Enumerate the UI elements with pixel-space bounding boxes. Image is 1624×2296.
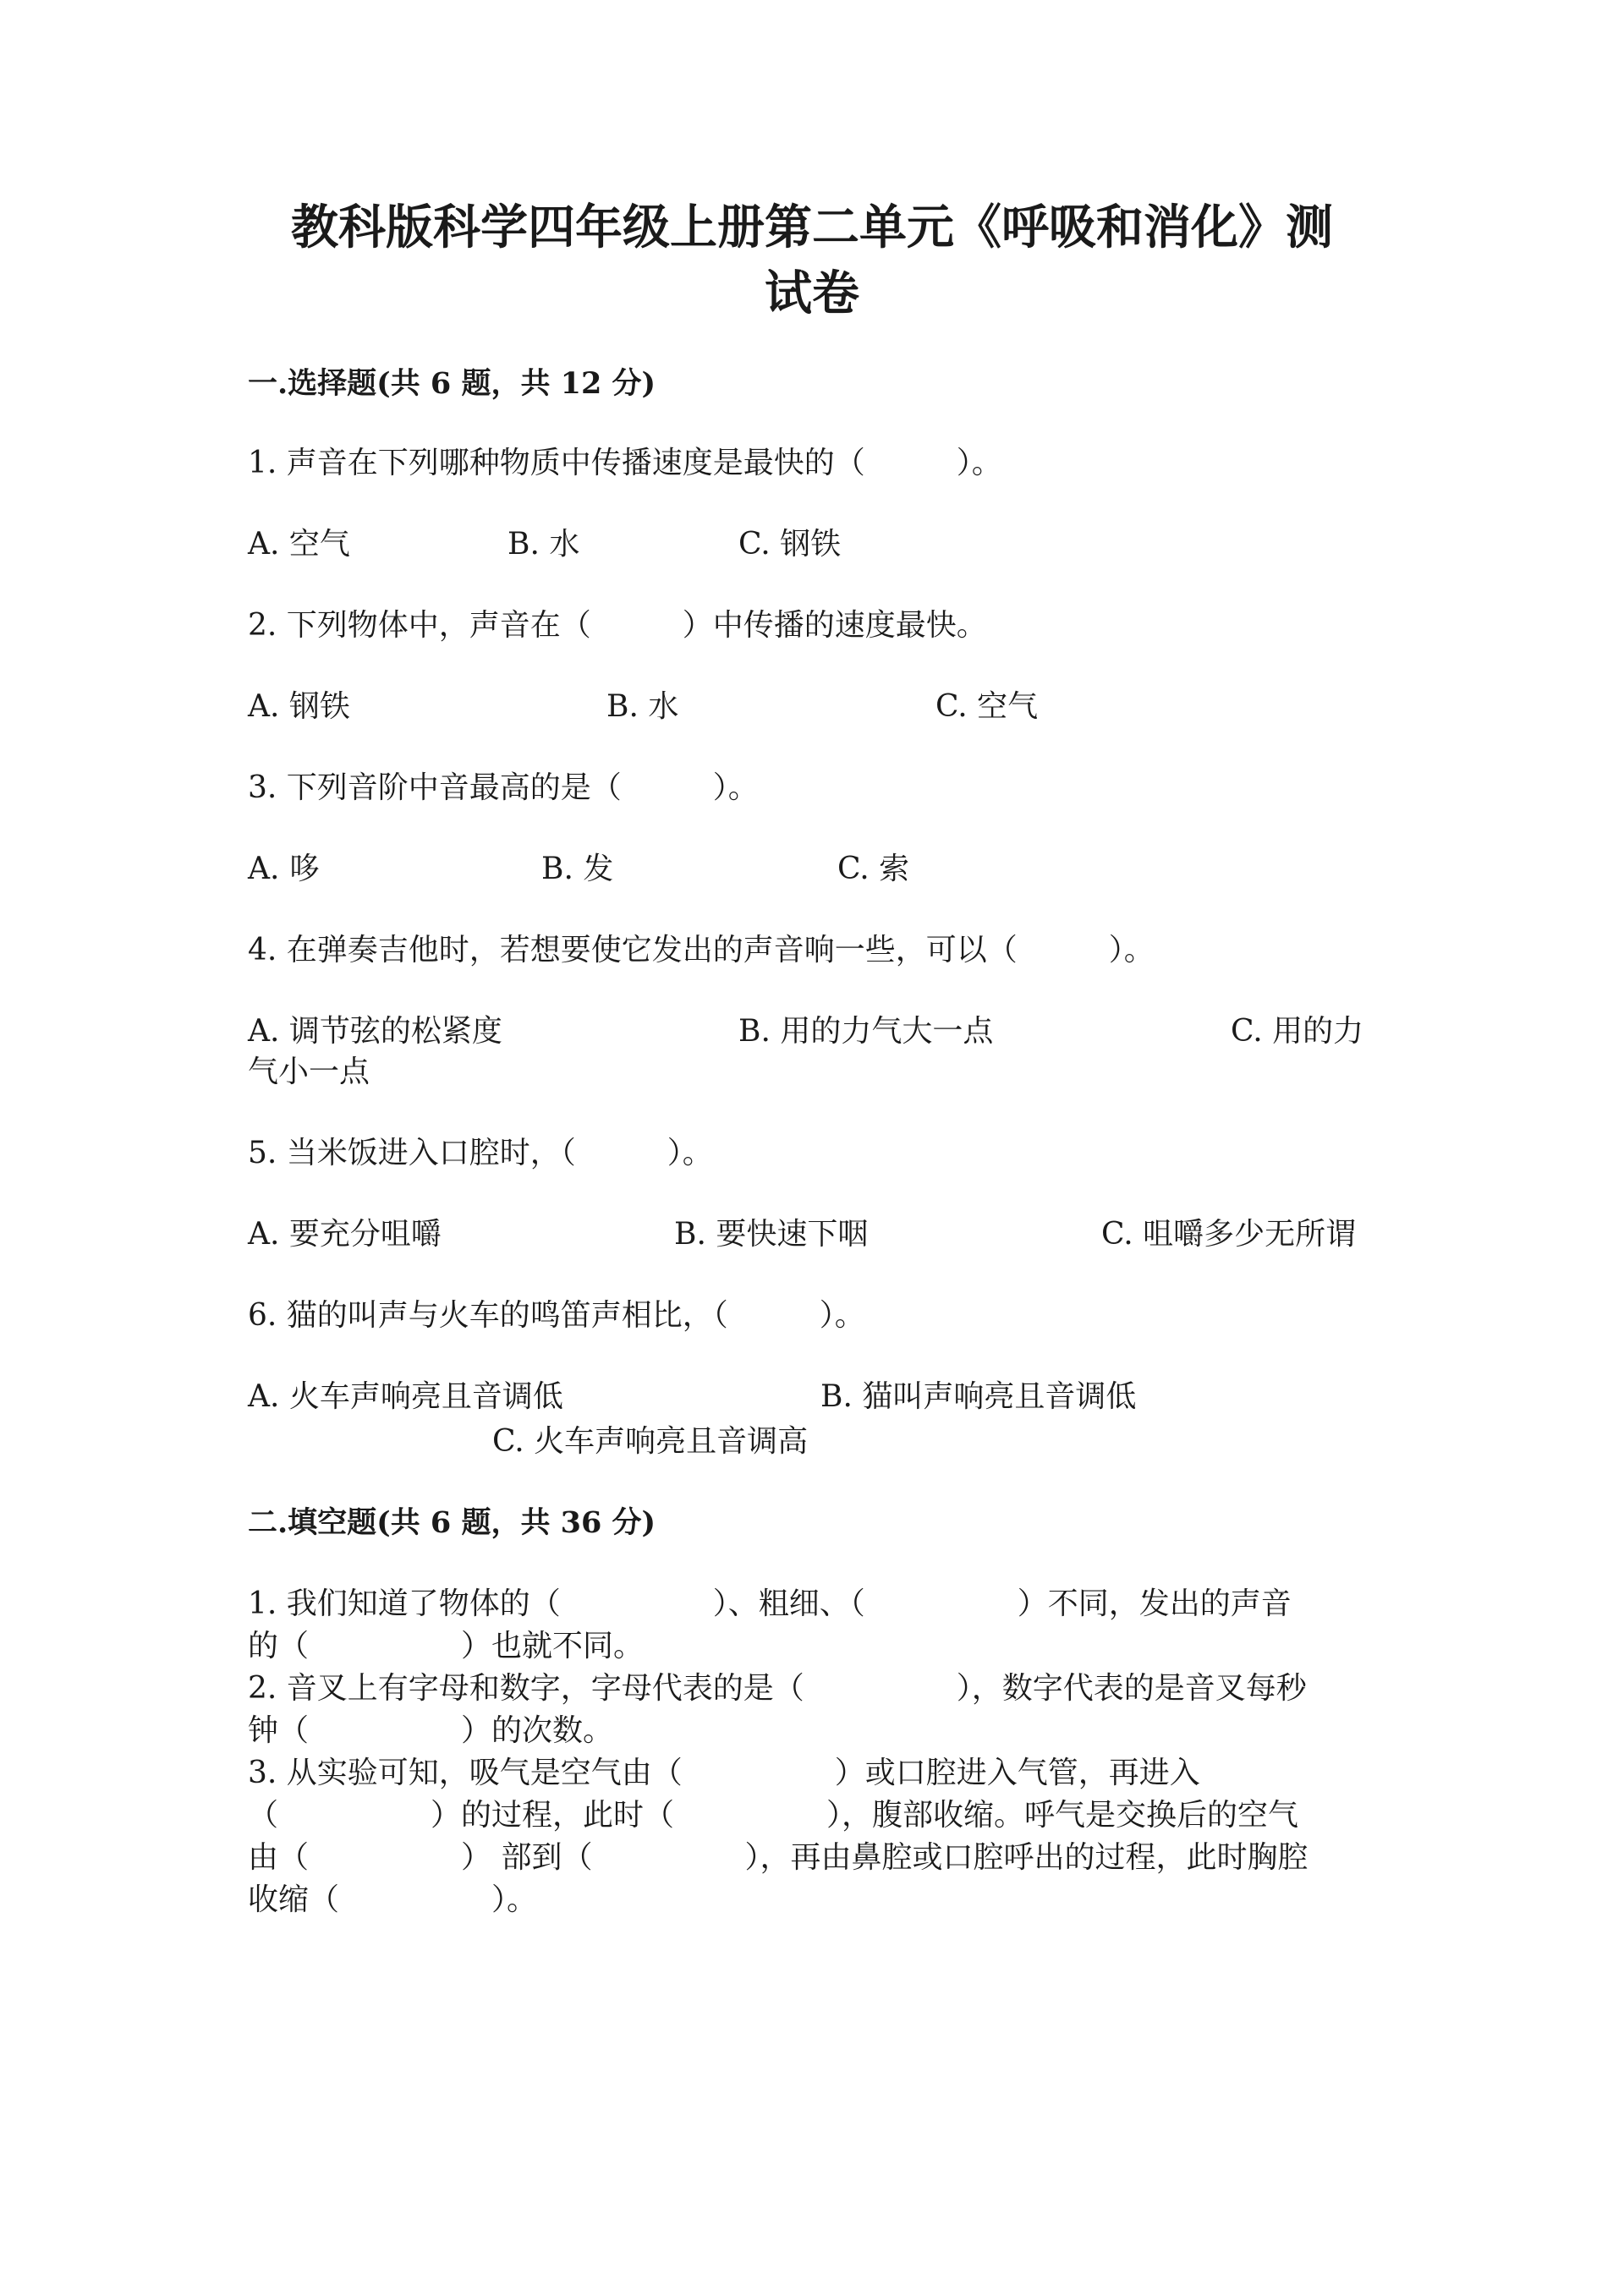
question-4-option-c-continued: 气小一点	[248, 1055, 370, 1089]
fill-line-7: 由（ ） 部到（ ），再由鼻腔或口腔呼出的过程，此时胸腔	[248, 1840, 1309, 1875]
question-1-option-b: B. 水	[508, 527, 580, 562]
question-5: 5. 当米饭进入口腔时，（ ）。	[248, 1136, 713, 1170]
fill-line-2: 的（ ）也就不同。	[248, 1629, 645, 1663]
question-6-option-c: C. 火车声响亮且音调高	[492, 1424, 809, 1459]
fill-line-6: （ ）的过程，此时（ ），腹部收缩。呼气是交换后的空气	[248, 1798, 1299, 1833]
question-3: 3. 下列音阶中音最高的是（ ）。	[248, 770, 759, 805]
page-title: 教科版科学四年级上册第二单元《呼吸和消化》测	[291, 200, 1333, 255]
question-2-option-b: B. 水	[606, 689, 679, 724]
question-6: 6. 猫的叫声与火车的鸣笛声相比，（ ）。	[248, 1298, 865, 1333]
question-6-option-b: B. 猫叫声响亮且音调低	[820, 1379, 1137, 1414]
question-5-option-c: C. 咀嚼多少无所谓	[1101, 1217, 1357, 1252]
fill-line-4: 钟（ ）的次数。	[248, 1713, 614, 1748]
question-2-option-a: A. 钢铁	[248, 689, 350, 724]
question-1-option-c: C. 钢铁	[738, 527, 842, 562]
question-5-option-a: A. 要充分咀嚼	[248, 1217, 442, 1252]
section-heading-choice: 一.选择题(共 6 题，共 12 分)	[248, 366, 656, 401]
question-6-option-a: A. 火车声响亮且音调低	[248, 1379, 563, 1414]
fill-line-3: 2. 音叉上有字母和数字，字母代表的是（ ），数字代表的是音叉每秒	[248, 1671, 1307, 1706]
question-4: 4. 在弹奏吉他时，若想要使它发出的声音响一些，可以（ ）。	[248, 933, 1155, 967]
question-1-option-a: A. 空气	[248, 527, 350, 562]
question-3-option-c: C. 索	[837, 852, 910, 886]
page-title-continued: 试卷	[765, 266, 859, 321]
question-2: 2. 下列物体中，声音在（ ）中传播的速度最快。	[248, 608, 987, 643]
question-1: 1. 声音在下列哪种物质中传播速度是最快的（ ）。	[248, 446, 1002, 480]
question-4-option-c: C. 用的力	[1231, 1014, 1364, 1049]
question-5-option-b: B. 要快速下咽	[674, 1217, 869, 1252]
fill-line-1: 1. 我们知道了物体的（ ）、粗细、（ ）不同，发出的声音	[248, 1586, 1292, 1621]
question-4-option-b: B. 用的力气大一点	[738, 1014, 994, 1049]
section-heading-fill: 二.填空题(共 6 题，共 36 分)	[248, 1505, 656, 1540]
question-3-option-b: B. 发	[541, 852, 614, 886]
fill-line-5: 3. 从实验可知，吸气是空气由（ ）或口腔进入气管，再进入	[248, 1756, 1200, 1790]
fill-line-8: 收缩（ ）。	[248, 1882, 538, 1917]
question-3-option-a: A. 哆	[248, 852, 320, 886]
question-4-option-a: A. 调节弦的松紧度	[248, 1014, 502, 1049]
question-2-option-c: C. 空气	[935, 689, 1039, 724]
